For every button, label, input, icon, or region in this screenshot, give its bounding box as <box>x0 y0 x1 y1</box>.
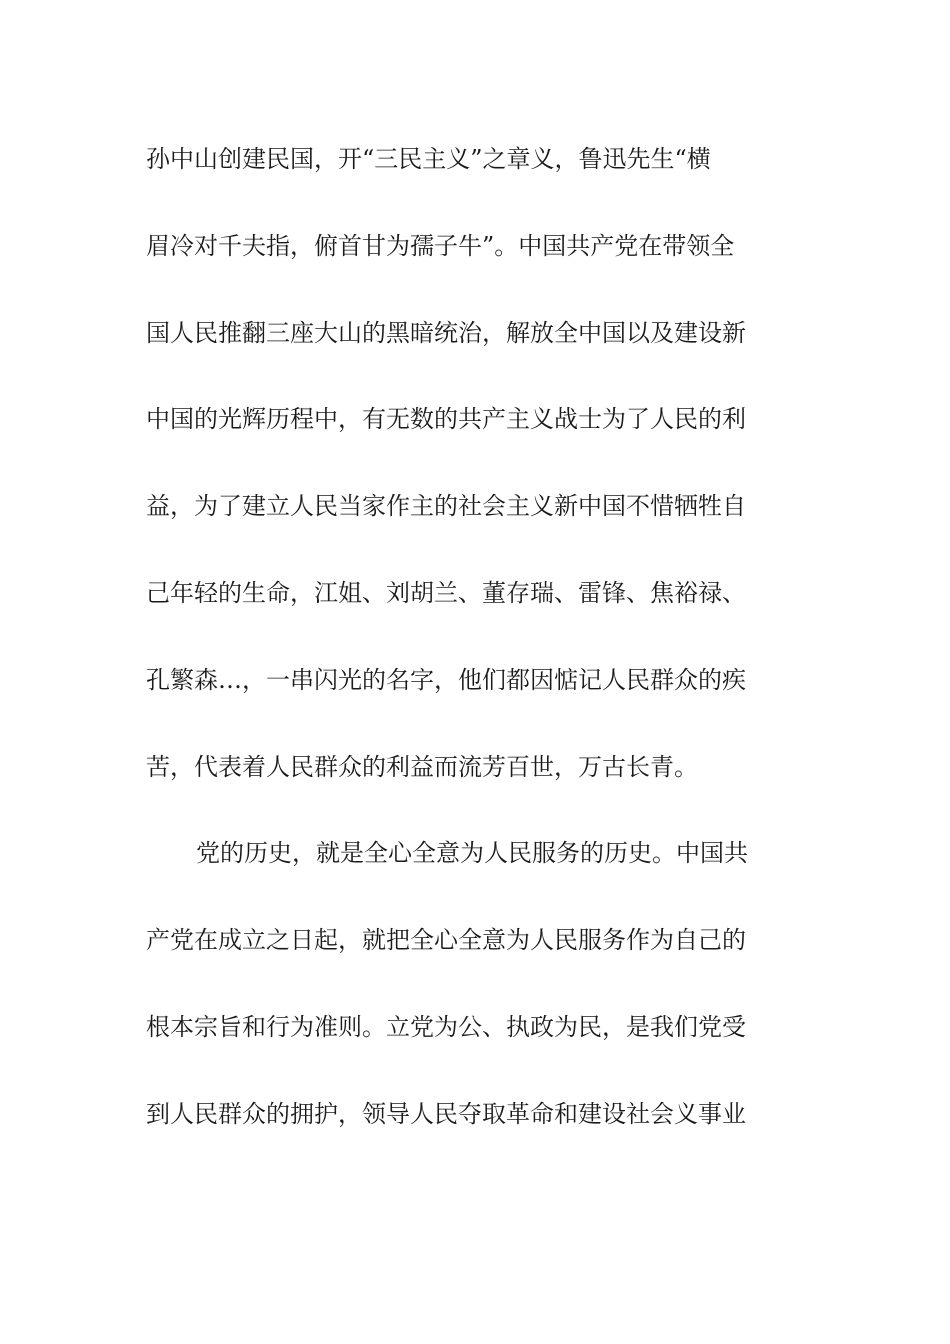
text-line: 孙中山创建民国，开“三民主义”之章义，鲁迅先生“横 <box>146 145 711 173</box>
text-line: 益，为了建立人民当家作主的社会主义新中国不惜牺牲自 <box>146 492 746 521</box>
body-text <box>146 130 810 1172</box>
text-line: 到人民群众的拥护，领导人民夺取革命和建设社会义事业 <box>146 1099 746 1128</box>
text-line: 中国的光辉历程中，有无数的共产主义战士为了人民的利 <box>146 405 746 434</box>
text-line: 眉冷对千夫指，俯首甘为孺子牛”。中国共产党在带领全 <box>146 231 735 260</box>
text-line: 孔繁森…，一串闪光的名字，他们都因惦记人民群众的疾 <box>146 665 746 694</box>
text-line: 己年轻的生命，江姐、刘胡兰、董存瑞、雷锋、焦裕禄、 <box>146 578 746 607</box>
text-line: 根本宗旨和行为准则。立党为公、执政为民，是我们党受 <box>146 1012 746 1041</box>
text-line: 产党在成立之日起，就把全心全意为人民服务作为自己的 <box>146 926 746 955</box>
text-line: 苦，代表着人民群众的利益而流芳百世，万古长青。 <box>146 752 698 781</box>
text-line: 国人民推翻三座大山的黑暗统治，解放全中国以及建设新 <box>146 318 746 347</box>
paragraph-start-line: 党的历史，就是全心全意为人民服务的历史。中国共 <box>196 839 748 868</box>
